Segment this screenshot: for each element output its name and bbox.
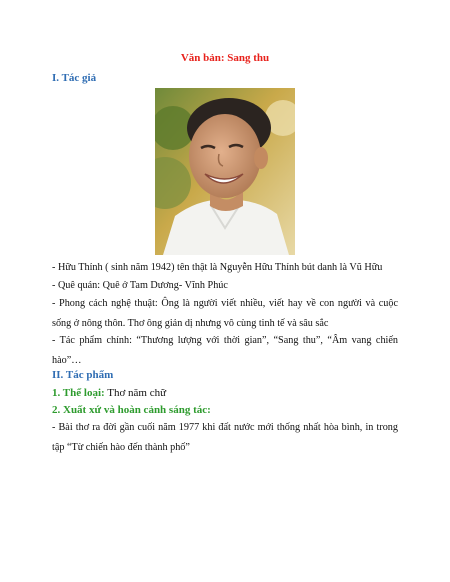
author-photo <box>155 88 295 255</box>
document-title: Văn bản: Sang thu <box>180 52 270 64</box>
origin-paragraph: - Bài thơ ra đời gần cuối năm 1977 khi đất nước mới thống nhất hòa bình, in trong tập “Từ chiến hào đến thành phố” <box>52 422 398 453</box>
author-style-paragraph: - Phong cách nghệ thuật: Ông là người viết nhiều, viết hay về con người và cuộc sống ở nông thôn. Thơ ông giản dị nhưng vô cùng tinh tế và sâu sắc <box>52 298 398 329</box>
genre-label: 1. Thể loại: <box>52 387 105 399</box>
genre-line <box>52 387 166 399</box>
genre-value: Thơ năm chữ <box>104 387 167 399</box>
section-heading-work: II. Tác phẩm <box>52 369 114 381</box>
origin-heading: 2. Xuất xứ và hoàn cảnh sáng tác: <box>52 404 211 416</box>
author-works-paragraph: - Tác phẩm chính: “Thương lượng với thời gian”, “Sang thu”, “Âm vang chiến hào”… <box>52 335 398 366</box>
section-heading-author: I. Tác giả <box>52 72 97 84</box>
author-hometown-line: - Quê quán: Quê ở Tam Dương- Vĩnh Phúc <box>52 280 228 291</box>
author-name-line: - Hữu Thỉnh ( sinh năm 1942) tên thật là Nguyễn Hữu Thỉnh bút danh là Vũ Hữu <box>52 262 383 273</box>
